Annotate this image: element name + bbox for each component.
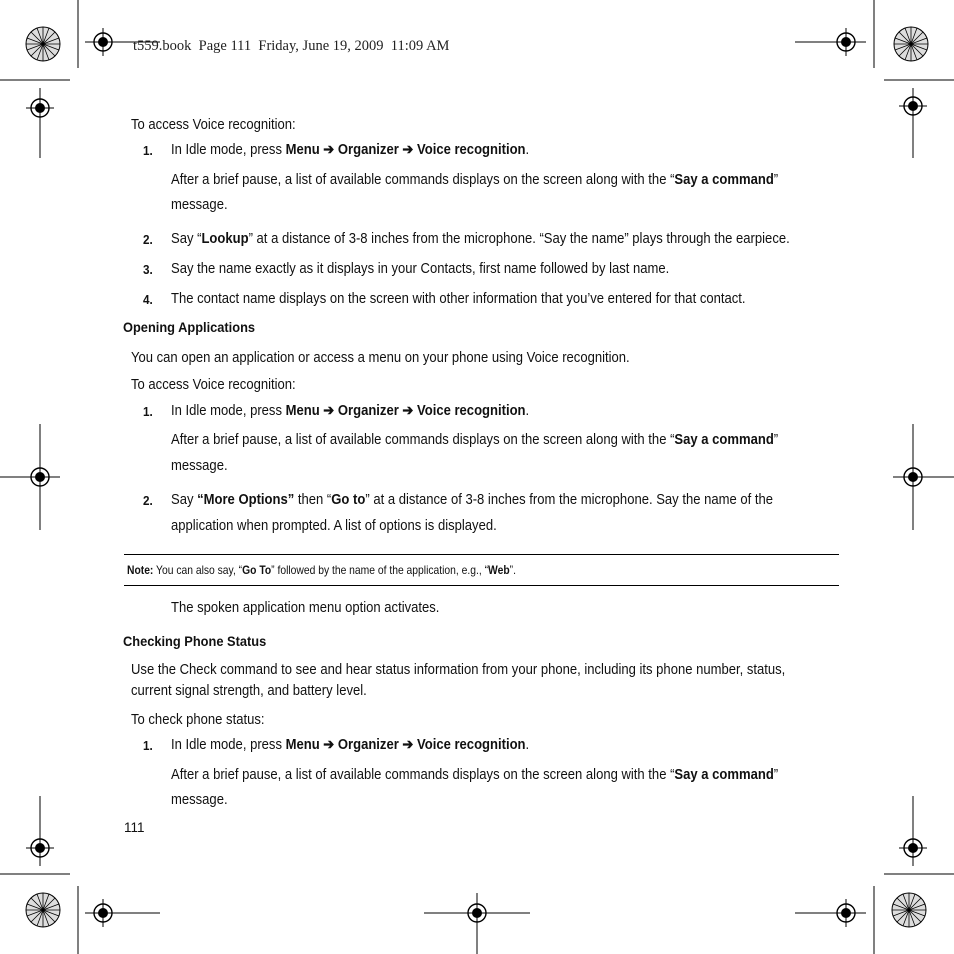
star-target-icon: [892, 893, 926, 927]
paragraph: You can open an application or access a menu on your phone using Voice recognition.: [131, 350, 630, 366]
paragraph: Use the Check command to see and hear status information from your phone, including its phone number, status, current signal strength, and battery level.: [131, 662, 786, 699]
intro-text: To check phone status:: [131, 712, 265, 728]
note-bottom-rule: [124, 585, 839, 586]
page-number: 111: [124, 820, 145, 835]
step-detail: After a brief pause, a list of available commands displays on the screen along with the “Say a command”: [171, 172, 779, 188]
intro-text: To access Voice recognition:: [131, 377, 296, 393]
step-number: 1.: [143, 143, 153, 158]
step-text: Say the name exactly as it displays in your Contacts, first name followed by last name.: [171, 261, 670, 277]
step-number: 3.: [143, 262, 153, 277]
step-text: Say “More Options” then “Go to” at a distance of 3-8 inches from the microphone. Say the name of the: [171, 492, 774, 508]
step-text: In Idle mode, press Menu ➔ Organizer ➔ Voice recognition.: [171, 403, 530, 419]
step-number: 4.: [143, 292, 153, 307]
step-detail-line2: message.: [171, 197, 228, 213]
result-text: The spoken application menu option activates.: [171, 600, 440, 616]
step-number: 2.: [143, 493, 153, 508]
star-target-icon: [26, 27, 60, 61]
note-top-rule: [124, 554, 839, 555]
star-target-icon: [26, 893, 60, 927]
step-text-line2: application when prompted. A list of options is displayed.: [171, 518, 497, 534]
step-text: In Idle mode, press Menu ➔ Organizer ➔ Voice recognition.: [171, 142, 530, 158]
step-number: 2.: [143, 232, 153, 247]
star-target-icon: [894, 27, 928, 61]
step-detail-line2: message.: [171, 792, 228, 808]
step-number: 1.: [143, 404, 153, 419]
book-info-header: t559.book Page 111 Friday, June 19, 2009 11:09 AM: [133, 38, 450, 54]
step-detail: After a brief pause, a list of available commands displays on the screen along with the “Say a command”: [171, 432, 779, 448]
step-detail-line2: message.: [171, 458, 228, 474]
step-text: The contact name displays on the screen with other information that you’ve entered for that contact.: [171, 291, 746, 307]
intro-text: To access Voice recognition:: [131, 117, 296, 133]
step-text: Say “Lookup” at a distance of 3-8 inches from the microphone. “Say the name” plays through the earpiece.: [171, 231, 790, 247]
step-text: In Idle mode, press Menu ➔ Organizer ➔ Voice recognition.: [171, 737, 530, 753]
step-number: 1.: [143, 738, 153, 753]
note: Note: You can also say, “Go To” followed by the name of the application, e.g., “Web”.: [127, 563, 516, 577]
step-detail: After a brief pause, a list of available commands displays on the screen along with the “Say a command”: [171, 767, 779, 783]
section-heading: Opening Applications: [123, 320, 256, 335]
section-heading: Checking Phone Status: [123, 634, 267, 649]
